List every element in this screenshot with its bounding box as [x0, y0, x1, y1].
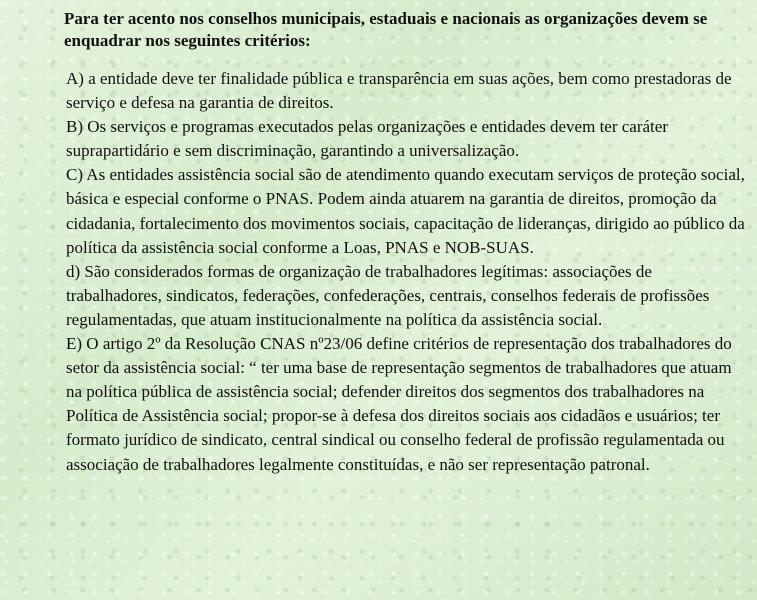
criterion-item-e: E) O artigo 2º da Resolução CNAS nº23/06 define critérios de representação dos trabalhadores do setor da assistência social: “ ter uma base de representação segmentos de trabalhadores que atuam na política pública de assistência social; defender direitos dos segmentos dos trabalhadores na Política de Assistência social; propor-se à defesa dos direitos sociais aos cidadãos e usuários; ter formato jurídico de sindicato, central sindical ou conselho federal de profissão regulamentada ou associação de trabalhadores legalmente constituídas, e não ser representação patronal. — [66, 334, 732, 474]
criteria-list — [66, 67, 746, 477]
criterion-item-b: B) Os serviços e programas executados pelas organizações e entidades devem ter caráter suprapartidário e sem discriminação, garantindo a universalização. — [66, 117, 668, 161]
criterion-item-a: A) a entidade deve ter finalidade pública e transparência em suas ações, bem como prestadoras de serviço e defesa na garantia de direitos. — [66, 69, 732, 113]
criterion-item-d: d) São considerados formas de organização de trabalhadores legítimas: associações de trabalhadores, sindicatos, federações, confederações, centrais, conselhos federais de profissões regulamentadas, que atuam institucionalmente na política da assistência social. — [66, 261, 710, 329]
criterion-item-c: C) As entidades assistência social são de atendimento quando executam serviços de proteção social, básica e especial conforme o PNAS. Podem ainda atuarem na garantia de direitos, promoção da cidadania, fortalecimento dos movimentos sociais, capacitação de lideranças, dirigido ao público da política da assistência social conforme a Loas, PNAS e NOB-SUAS. — [66, 165, 745, 257]
slide-heading: Para ter acento nos conselhos municipais, estaduais e nacionais as organizações devem se enquadrar nos seguintes critérios: — [64, 9, 708, 50]
